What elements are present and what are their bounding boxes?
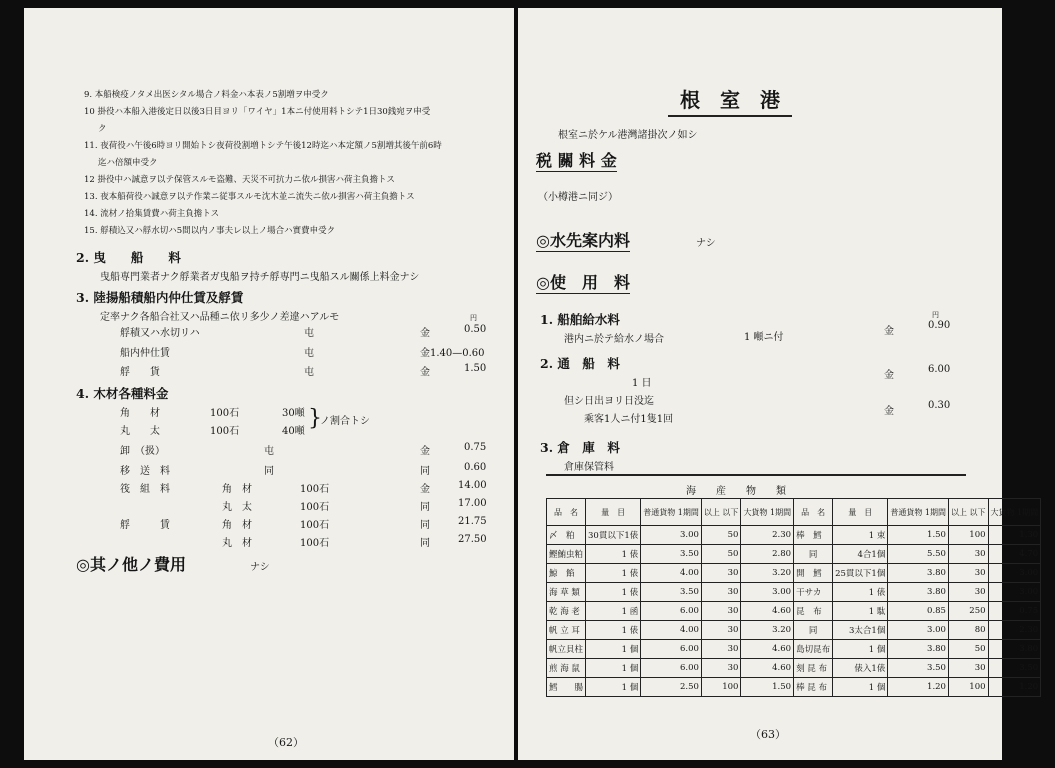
cell: 2.30 [988,621,1041,640]
cell: 帆 立 耳 [547,621,586,640]
cell: 1 俵 [833,583,888,602]
cell: 帆立貝柱 [547,640,586,659]
sec3-row-2-unit: 屯 [304,348,314,359]
note-9: 9. 本船検疫ノタメ出医シタル場合ノ料金ハ本表ノ5割増ヲ申受ク [84,90,329,100]
ikada-sub-1-qty: 100石 [300,484,330,495]
cell: 干サカ [794,583,833,602]
timber-kaku-qty: 100石 [210,408,240,419]
cell: 1.20 [988,678,1041,697]
ikada-sub-1-material: 角 材 [222,484,252,495]
hashike-sub-2-kin: 同 [420,538,430,549]
th-name-2: 品 名 [794,499,833,526]
iso-label: 移 送 料 [120,466,170,477]
cell: 1.50 [888,526,949,545]
hashike-sub-2-qty: 100石 [300,538,330,549]
note-11-cont: 迄ハ倍額申受ク [98,158,158,168]
cell: 3.50 [641,583,702,602]
section-2-title: 2. 曳 船 料 [76,250,181,265]
hashike-sub-2-material: 丸 材 [222,538,252,549]
th-qty-2: 量 目 [833,499,888,526]
seafood-table [546,498,1041,697]
cell: 30貫以下1俵 [586,526,641,545]
customs-heading: 税 關 料 金 [536,148,617,172]
cell: 〆 粕 [547,526,586,545]
table-rule [546,474,966,476]
cell: 100 [948,526,988,545]
timber-kaku-ton: 30噸 [282,408,305,419]
s3-title: 3. 倉 庫 料 [540,440,620,455]
cell: 1.20 [888,678,949,697]
cell: 島切昆布 [794,640,833,659]
timber-maru-ton: 40噸 [282,426,305,437]
cell: 5.50 [888,545,949,564]
cell: 鯨 餡 [547,564,586,583]
pilot-heading: ◎水先案内料 [536,228,630,252]
cell: 30 [948,659,988,678]
table-row [547,526,1041,545]
s2b-kin: 金 [884,406,894,417]
cell: 6.00 [641,659,702,678]
cell: 俵入1俵 [833,659,888,678]
table-row [547,678,1041,697]
cell: 4.00 [641,621,702,640]
cell: 1.30 [988,526,1041,545]
iso-unit: 同 [264,466,274,477]
cell: 昆 布 [794,602,833,621]
pilot-value: ナシ [696,238,716,249]
cell: 4.70 [988,545,1041,564]
table-row [547,564,1041,583]
cell: 棒 鱈 [794,526,833,545]
cell: 0.75 [988,602,1041,621]
cell: 1 俵 [586,621,641,640]
cell: 1.50 [741,678,794,697]
cell: 1 個 [833,678,888,697]
left-page [24,8,514,760]
ikada-label: 筏 組 料 [120,484,170,495]
s2-line: 乘客1人ニ付1隻1回 [584,414,674,425]
ikada-sub-2-kin: 同 [420,502,430,513]
sec3-row-1-unit: 屯 [304,328,314,339]
otaru-note: （小樽港ニ同ジ） [538,192,618,203]
cell: 3.00 [988,583,1041,602]
cell: 棒 昆 布 [794,678,833,697]
cell: 3.20 [741,621,794,640]
ikada-sub-2-qty: 100石 [300,502,330,513]
iso-kin: 同 [420,466,430,477]
cell: 30 [948,564,988,583]
table-row [547,545,1041,564]
sec3-row-3-price: 1.50 [464,363,487,374]
cell: 3.50 [988,659,1041,678]
cell: 50 [701,545,741,564]
s2b-price: 0.30 [928,400,951,411]
cell: 3.50 [641,545,702,564]
sec3-row-2-price: 金1.40—0.60 [420,348,485,359]
sec3-row-3-unit: 屯 [304,367,314,378]
table-row [547,640,1041,659]
s1-title: 1. 船舶給水料 [540,312,620,327]
cell: 4.60 [741,659,794,678]
yen-mark-r: 円 [932,311,939,319]
section-3-note: 定率ナク各船合社又ハ品種ニ依リ多少ノ差違ハアルモ [100,312,340,323]
cell: 2.80 [741,545,794,564]
note-14: 14. 流材ノ拾集賃費ハ荷主負擔トス [84,209,220,219]
cell: 開 鱈 [794,564,833,583]
ikada-sub-2-material: 丸 太 [222,502,252,513]
table-row [547,602,1041,621]
table-row [547,583,1041,602]
cell: 3.00 [741,583,794,602]
cell: 3太合1個 [833,621,888,640]
page-number-right: （63） [750,728,786,741]
cell: 同 [794,545,833,564]
cell: 3.00 [988,564,1041,583]
cell: 50 [701,526,741,545]
cell: 4合1個 [833,545,888,564]
intro-text: 根室ニ於ケル港灣諸掛次ノ如シ [558,130,698,141]
oroshi-kin: 金 [420,446,430,457]
cell: 30 [701,564,741,583]
ikada-sub-1-price: 14.00 [458,480,487,491]
timber-maru: 丸 太 [120,426,160,437]
s2-day: 1 日 [632,378,652,389]
note-10: 10 掛役ハ本船入港後定日以後3日目ヨリ「ワイヤ」1本ニ付使用料トシテ1日30銭宛ヲ申受 [84,107,431,117]
cell: 30 [701,640,741,659]
cell: 1 個 [586,640,641,659]
hashike-label: 艀 賃 [120,520,170,531]
oroshi-label: 卸 （扱） [120,446,165,457]
cell: 1 函 [586,602,641,621]
s2-note: 但シ日出ヨリ日没迄 [564,396,654,407]
s2-kin: 金 [884,370,894,381]
cell: 30 [701,583,741,602]
hashike-sub-1-price: 21.75 [458,516,487,527]
sec3-row-2-item: 船内仲仕賃 [120,348,170,359]
cell: 100 [701,678,741,697]
cell: 1 俵 [586,583,641,602]
cell: 80 [948,621,988,640]
sec3-row-1-kin: 金 [420,328,430,339]
s1-line: 港内ニ於テ給水ノ場合 [564,334,664,345]
cell: 250 [948,602,988,621]
note-13: 13. 夜本船荷役ハ誠意ヲ以テ作業ニ従事スルモ沈木並ニ流失ニ依ル損害ハ荷主負擔トス [84,192,415,202]
s1-unit: 1 噸ニ付 [744,332,784,343]
th-large: 大貨物 1期間 [741,499,794,526]
ikada-sub-2-price: 17.00 [458,498,487,509]
cell: 3.80 [888,583,949,602]
sec3-row-1-item: 艀積又ハ水切リハ [120,328,200,339]
other-costs-title: ◎其ノ他ノ費用 [76,555,186,574]
s2-price: 6.00 [928,364,951,375]
th-range: 以上 以下 [701,499,741,526]
table-row [547,621,1041,640]
cell: 3.80 [988,640,1041,659]
hashike-sub-1-kin: 同 [420,520,430,531]
cell: 1 駄 [833,602,888,621]
cell: 3.00 [641,526,702,545]
cell: 30 [701,659,741,678]
s1-price: 0.90 [928,320,951,331]
sec3-row-3-kin: 金 [420,367,430,378]
brace: } [308,406,322,431]
table-row [547,659,1041,678]
section-3-title: 3. 陸揚船積船内仲仕賃及艀賃 [76,290,244,305]
yen-mark: 円 [470,314,477,322]
cell: 4.60 [741,602,794,621]
note-10-cont: ク [98,124,107,134]
timber-maru-qty: 100石 [210,426,240,437]
cell: 4.00 [641,564,702,583]
cell: 2.50 [641,678,702,697]
page-number-left: （62） [268,736,304,749]
cell: 3.80 [888,564,949,583]
note-15: 15. 艀積込又ハ艀水切ハ5間以内ノ事夫レ以上ノ場合ハ實費申受ク [84,226,336,236]
cell: 1 個 [586,659,641,678]
section-2-text: 曳船専門業者ナク艀業者ガ曳船ヲ持チ艀専門ニ曳船スル關係上料金ナシ [100,272,420,283]
cell: 刻 昆 布 [794,659,833,678]
cell: 4.60 [741,640,794,659]
usage-heading: ◎使 用 料 [536,270,630,294]
cell: 3.20 [741,564,794,583]
cell: 1 個 [833,640,888,659]
port-title: 根 室 港 [668,84,792,117]
hashike-sub-1-material: 角 材 [222,520,252,531]
s3-line: 倉庫保管料 [564,462,614,473]
th-range-2: 以上 以下 [948,499,988,526]
th-normal-2: 普通貨物 1期間 [888,499,949,526]
note-11: 11. 夜荷役ハ午後6時ヨリ開始トシ夜荷役割増トシテ午後12時迄ハ本定額ノ5割増其後午前6時 [84,141,442,151]
cell: 3.50 [888,659,949,678]
th-name: 品 名 [547,499,586,526]
cell: 1 個 [586,678,641,697]
cell: 1 俵 [586,564,641,583]
cell: 1 俵 [586,545,641,564]
s1-kin: 金 [884,326,894,337]
cell: 30 [948,545,988,564]
cell: 海 草 類 [547,583,586,602]
note-12: 12 掛役中ハ誠意ヲ以テ保管スルモ盗難、天災不可抗力ニ依ル損害ハ荷主負擔トス [84,175,395,185]
sec3-row-1-price: 0.50 [464,324,487,335]
cell: 1 束 [833,526,888,545]
cell: 30 [701,602,741,621]
sec3-row-3-item: 艀 貨 [120,367,160,378]
cell: 6.00 [641,640,702,659]
table-title: 海 産 物 類 [686,486,786,497]
s2-title: 2. 通 船 料 [540,356,620,371]
cell: 同 [794,621,833,640]
ikada-sub-1-kin: 金 [420,484,430,495]
hashike-sub-1-qty: 100石 [300,520,330,531]
th-normal: 普通貨物 1期間 [641,499,702,526]
cell: 0.85 [888,602,949,621]
timber-ratio: ノ割合トシ [320,416,370,427]
cell: 50 [948,640,988,659]
cell: 2.30 [741,526,794,545]
th-large-2: 大貨物 1期間 [988,499,1041,526]
table-header-row [547,499,1041,526]
timber-kaku: 角 材 [120,408,160,419]
oroshi-price: 0.75 [464,442,487,453]
cell: 25貫以下1個 [833,564,888,583]
cell: 30 [701,621,741,640]
cell: 煎 海 鼠 [547,659,586,678]
right-page [518,8,1039,760]
section-4-title: 4. 木材各種料金 [76,386,169,401]
cell: 6.00 [641,602,702,621]
oroshi-unit: 屯 [264,446,274,457]
cell: 乾 海 老 [547,602,586,621]
th-qty: 量 目 [586,499,641,526]
cell: 3.80 [888,640,949,659]
cell: 30 [948,583,988,602]
cell: 100 [948,678,988,697]
cell: 鱈 腸 [547,678,586,697]
cell: 鰹鮪虫粕 [547,545,586,564]
iso-price: 0.60 [464,462,487,473]
cell: 3.00 [888,621,949,640]
hashike-sub-2-price: 27.50 [458,534,487,545]
other-costs-value: ナシ [250,562,270,573]
